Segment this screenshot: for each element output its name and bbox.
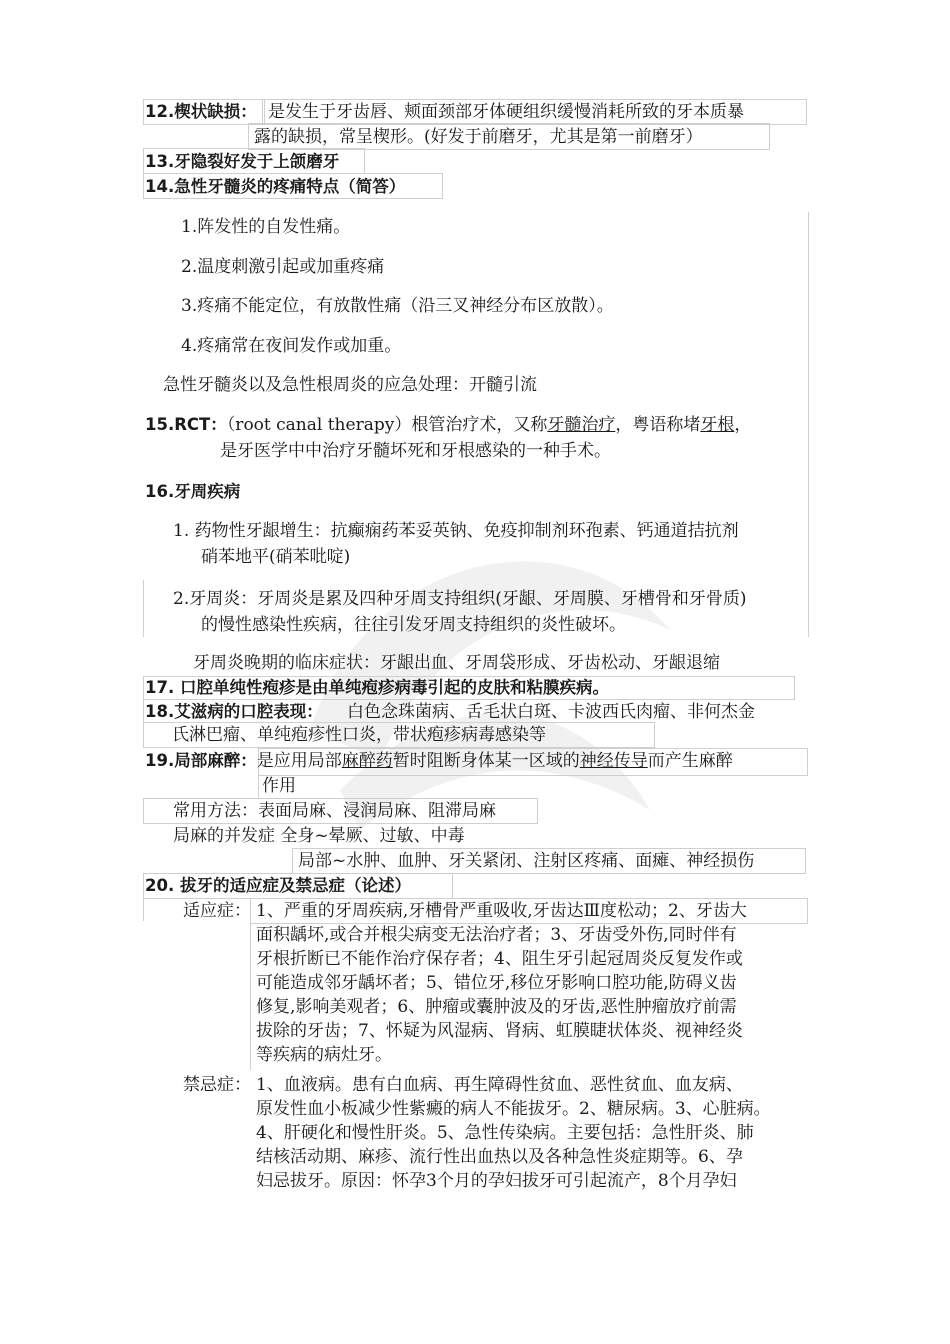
s19-methods: 常用方法：表面局麻、浸润局麻、阻滞局麻 <box>173 801 496 821</box>
s18-heading: 18.艾滋病的口腔表现： <box>145 702 323 721</box>
s20-ind-line4: 可能造成邻牙龋坏者；5、错位牙,移位牙影响口腔功能,防碍义齿 <box>256 973 737 993</box>
s15-heading: 15.RCT： <box>145 415 227 434</box>
s20-ind-line7: 等疾病的病灶牙。 <box>256 1045 392 1065</box>
s14-item-3: 3.疼痛不能定位，有放散性痛（沿三叉神经分布区放散）。 <box>181 296 614 316</box>
s20-contra-line1: 1、血液病。患有白血病、再生障碍性贫血、恶性贫血、血友病、 <box>256 1075 743 1095</box>
s19-line2: 作用 <box>262 776 296 796</box>
s20-ind-line3: 牙根折断已不能作治疗保存者；4、阻生牙引起冠周炎反复发作或 <box>256 949 743 969</box>
s14-note: 急性牙髓炎以及急性根周炎的应急处理：开髓引流 <box>163 375 537 395</box>
s13-heading: 13.牙隐裂好发于上颌磨牙 <box>145 152 340 171</box>
s17-heading: 17. 口腔单纯性疱疹是由单纯疱疹病毒引起的皮肤和粘膜疾病。 <box>145 678 609 697</box>
s16-note: 牙周炎晚期的临床症状：牙龈出血、牙周袋形成、牙齿松动、牙龈退缩 <box>193 653 720 673</box>
s20-contra-line3: 4、肝硬化和慢性肝炎。5、急性传染病。主要包括：急性肝炎、肺 <box>256 1123 754 1143</box>
s16-heading: 16.牙周疾病 <box>145 482 241 501</box>
s20-heading: 20. 拔牙的适应症及禁忌症（论述） <box>145 876 411 895</box>
s20-ind-label: 适应症： <box>183 901 251 921</box>
s14-item-1: 1.阵发性的自发性痛。 <box>181 217 351 237</box>
s19-line1: 19.局部麻醉：是应用局部麻醉药暂时阻断身体某一区域的神经传导而产生麻醉 <box>145 751 733 771</box>
s19-comp1: 局麻的并发症 全身~晕厥、过敏、中毒 <box>173 826 465 846</box>
s19-comp2: 局部~水肿、血肿、牙关紧闭、注射区疼痛、面瘫、神经损伤 <box>298 851 755 871</box>
s20-ind-line6: 拔除的牙齿；7、怀疑为风湿病、肾病、虹膜睫状体炎、视神经炎 <box>256 1021 743 1041</box>
s19-link-anesthetic: 麻醉药 <box>341 751 393 771</box>
s12-line2: 露的缺损，常呈楔形。(好发于前磨牙，尤其是第一前磨牙） <box>254 127 703 147</box>
rule-left-s14 <box>143 580 144 637</box>
rule-left-s20 <box>143 897 144 921</box>
s15-line2: 是牙医学中中治疗牙髓坏死和牙根感染的一种手术。 <box>220 441 611 461</box>
s20-ind-line5: 修复,影响美观者；6、肿瘤或囊肿波及的牙齿,恶性肿瘤放疗前需 <box>256 997 737 1017</box>
s14-heading: 14.急性牙髓炎的疼痛特点（简答） <box>145 177 406 196</box>
s19-link-nerve: 神经传导 <box>579 751 648 771</box>
s16-item1-line1: 1. 药物性牙龈增生：抗癫痫药苯妥英钠、免疫抑制剂环孢素、钙通道拮抗剂 <box>173 521 739 541</box>
s20-contra-line2: 原发性血小板减少性紫癜的病人不能拔牙。2、糖尿病。3、心脏病。 <box>256 1099 771 1119</box>
s19-heading: 19.局部麻醉： <box>145 751 257 770</box>
s16-item1-line2: 硝苯地平(硝苯吡啶) <box>201 547 351 567</box>
s12-line1: 是发生于牙齿唇、颊面颈部牙体硬组织缓慢消耗所致的牙本质暴 <box>268 102 744 122</box>
s14-item-2: 2.温度刺激引起或加重疼痛 <box>181 257 385 277</box>
s16-item2-line1: 2.牙周炎：牙周炎是累及四种牙周支持组织(牙龈、牙周膜、牙槽骨和牙骨质) <box>173 589 747 609</box>
s14-item-4: 4.疼痛常在夜间发作或加重。 <box>181 336 402 356</box>
s20-ind-line1: 1、严重的牙周疾病,牙槽骨严重吸收,牙齿达Ⅲ度松动；2、牙齿大 <box>256 901 747 921</box>
s20-contra-label: 禁忌症： <box>183 1075 251 1095</box>
s16-item2-line2: 的慢性感染性疾病，往往引发牙周支持组织的炎性破坏。 <box>201 615 626 635</box>
s20-contra-line4: 结核活动期、麻疹、流行性出血热以及各种急性炎症期等。6、孕 <box>256 1147 743 1167</box>
s12-heading: 12.楔状缺损： <box>145 102 257 121</box>
s15-link-pulp: 牙髓治疗 <box>547 415 616 435</box>
s20-contra-line5: 妇忌拔牙。原因：怀孕3个月的孕妇拔牙可引起流产，8个月孕妇 <box>256 1171 737 1191</box>
rule-left-s19 <box>258 774 259 798</box>
s15-link-root: 牙根 <box>700 415 735 435</box>
s20-ind-line2: 面积龋坏,或合并根尖病变无法治疗者；3、牙齿受外伤,同时伴有 <box>256 925 737 945</box>
s18-line1: 白色念珠菌病、舌毛状白斑、卡波西氏肉瘤、非何杰金 <box>347 702 755 722</box>
s18-line2: 氏淋巴瘤、单纯疱疹性口炎，带状疱疹病毒感染等 <box>172 725 546 745</box>
s15-line1: 15.RCT：（root canal therapy）根管治疗术，又称牙髓治疗，粤语称堵牙根， <box>145 415 752 435</box>
rule-right-s14 <box>808 212 809 637</box>
